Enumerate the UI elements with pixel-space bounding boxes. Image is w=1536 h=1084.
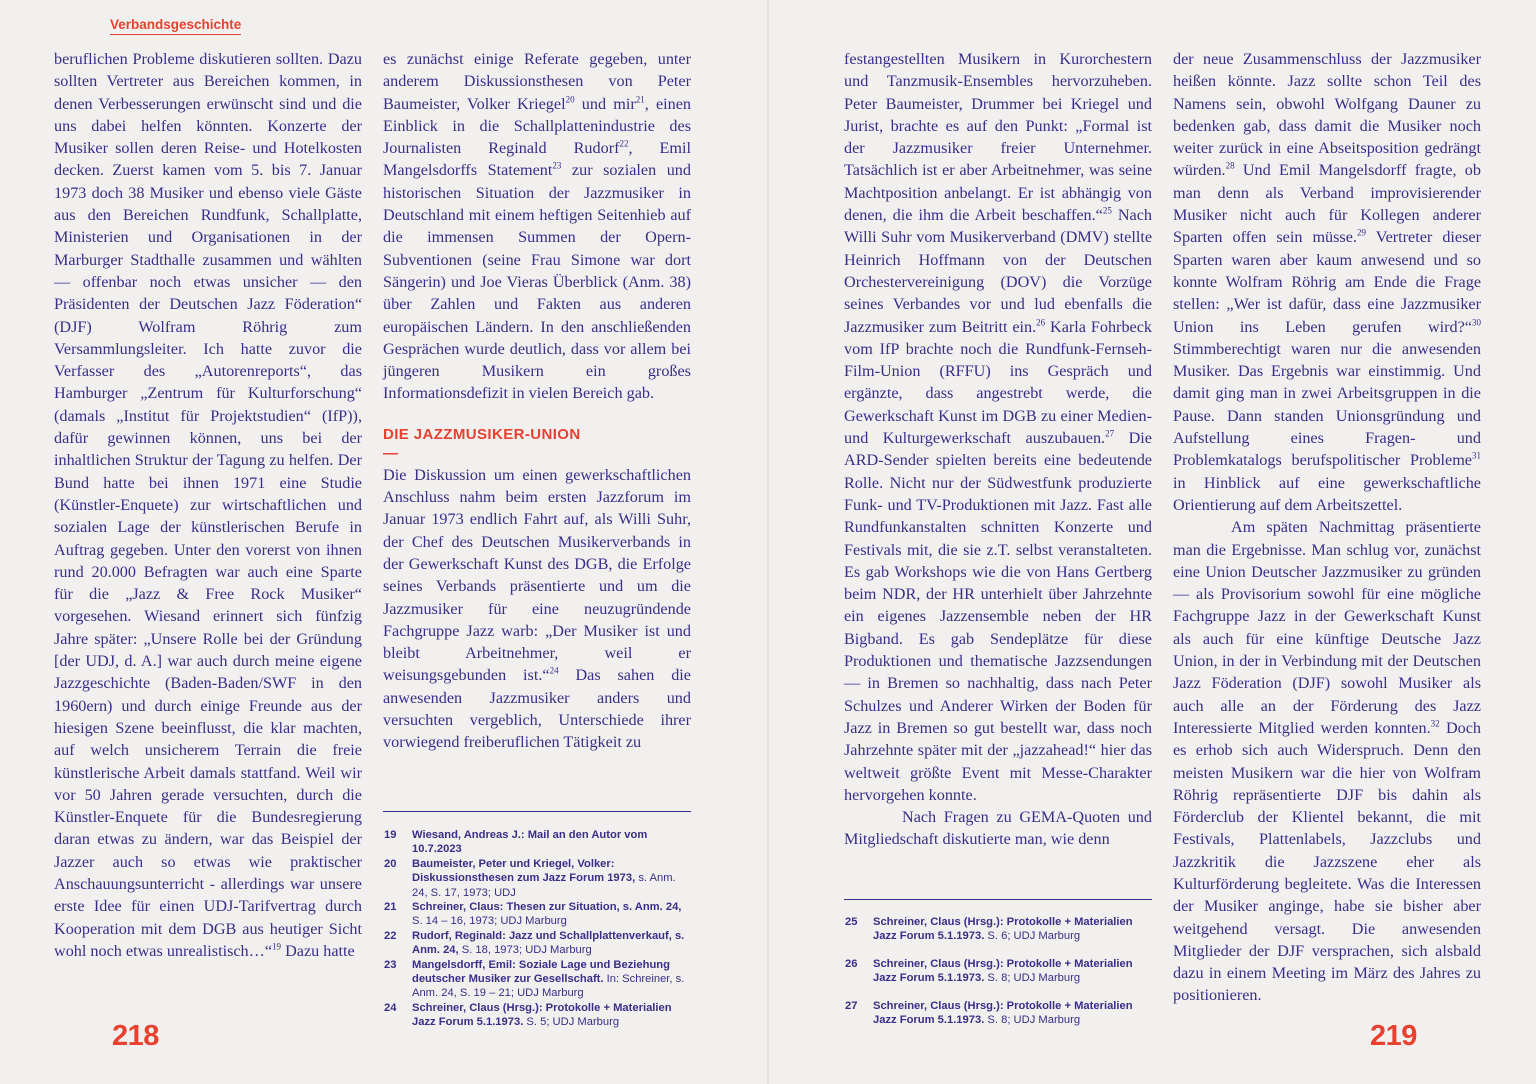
body-text: Stimmberechtigt waren nur die anwesenden Musiker. Das Ergebnis war einstimmig. Und damit ging man in zwei Arbeitsgruppen in die Pause. Dann standen Unionsgründung und Aufstellung eines Fragen- und Problemkatalogs berufspolitischer Probleme <box>1173 339 1481 470</box>
footnote-rule <box>383 811 691 812</box>
body-text: Nach Fragen zu GEMA-Quoten und Mitgliedschaft diskutierte man, wie denn <box>844 808 1152 849</box>
footnote-detail: S. 18, 1973; UDJ Marburg <box>461 944 592 957</box>
body-text: Dazu hatte <box>281 941 355 960</box>
body-text: Nach Willi Suhr vom Musikerverband (DMV) stellte Heinrich Hoffmann von der Deutschen Orchestervereinigung (DOV) die Vorzüge seines Verbandes vor und lud ebenfalls die Jazzmusiker zum Beitritt ein. <box>844 206 1152 336</box>
footnote-ref: 31 <box>1472 450 1481 461</box>
footnote-ref: 19 <box>272 941 282 952</box>
subheading-dash: — <box>383 444 398 462</box>
footnote-detail: S. 14 – 16, 1973; UDJ Marburg <box>412 915 567 928</box>
body-text: und mir <box>574 94 636 113</box>
text-column-4 <box>1173 48 1481 1007</box>
footnote-number: 27 <box>845 999 858 1012</box>
footnote-ref: 21 <box>635 94 645 105</box>
footnote-ref: 28 <box>1225 161 1235 172</box>
footnote-citation: Wiesand, Andreas J.: Mail an den Autor vom 10.7.2023 <box>412 829 648 856</box>
paragraph <box>383 48 691 405</box>
footnote-text <box>412 857 690 900</box>
footnote-ref: 32 <box>1430 718 1440 729</box>
footnote-ref: 27 <box>1105 428 1115 439</box>
footnote-item <box>384 958 690 1001</box>
footnote-ref: 20 <box>565 94 575 105</box>
body-text: Die ARD-Sender spielten bereits eine bedeutende Rolle. Nicht nur der Südwestfunk produzierte Funk- und TV-Produktionen mit Jazz. Fast alle Rundfunkanstalten schnitten Konzerte und Festivals mit, die sie z.T. selbst veranstalteten. Es gab Workshops wie die von Hans Gertberg beim NDR, der HR unterhielt über Jahrzehnte ein eigenes Jazzensemble neben der HR Bigband. Es gab Sendeplätze für diese Produktionen und thematische Jazzsendungen — in Bremen so nachhaltig, dass nach Peter Schulzes und Anderer Wirken der Boden für Jazz in Bremen so gut bestellt war, dass noch Jahrzehnte später mit der „jazzahead!“ hier das weltweit größte Event mit Messe-Charakter hervorgehen konnte. <box>844 429 1152 804</box>
footnote-number: 22 <box>384 929 397 942</box>
footnote-ref: 26 <box>1036 317 1046 328</box>
footnote-text <box>412 900 690 929</box>
body-text: Die Diskussion um einen gewerkschaftlichen Anschluss nahm beim ersten Jazzforum im Januar 1973 endlich Fahrt auf, als Willi Suhr, der Chef des Deutschen Musikerverbands in der Gewerkschaft Kunst des DGB, die Erfolge seines Verbands präsentierte und um die Jazzmusiker für eine neuzugründende Fachgruppe Jazz warb: „Der Musiker ist und bleibt Arbeitnehmer, weil er weisungsgebunden ist.“ <box>383 465 691 685</box>
body-text: Doch es erhob sich auch Widerspruch. Denn den meisten Musikern war die hier von Wolfram Röhrig repräsentierte DJF bis dahin als Förderclub der Klientel bekannt, die mit Festivals, Plattenlabels, Jazzclubs und Jazzkritik die Jazzszene eher als Kulturförderung begleitete. Was die Interessen der Musiker anginge, habe sie bisher aber weitgehend versagt. Die anwesenden Mitglieder der DJF versprachen, sich alsbald dazu in einem Meeting im März des Jahres zu positionieren. <box>1173 718 1481 1005</box>
footnote-detail: s. Anm. 24, S. 17, 1973; UDJ <box>412 872 676 899</box>
footnote-number: 21 <box>384 901 397 914</box>
page-number-right: 219 <box>1370 1020 1417 1052</box>
body-text: , einen Einblick in die Schallplattenindustrie des Journalisten Reginald Rudorf <box>383 94 691 158</box>
spread-gutter <box>767 0 769 1084</box>
body-text: zur sozialen und historischen Situation der Jazzmusiker in Deutschland mit einem heftigen Seitenhieb auf die immensen Summen der Opern-Subventionen (seine Frau Simone war dort Sängerin) und Joe Vieras Überblick (Anm. 38) über Zahlen und Fakten aus anderen europäischen Ländern. In den anschließenden Gesprächen wurde deutlich, dass vor allem bei jüngeren Musikern ein großes Informationsdefizit in vielen Bereich gab. <box>383 161 691 403</box>
paragraph <box>54 48 362 962</box>
footnote-ref: 29 <box>1356 227 1366 238</box>
footnote-ref: 23 <box>552 161 562 172</box>
footnote-text <box>412 958 690 1001</box>
footnote-ref: 30 <box>1472 317 1481 328</box>
body-text: der neue Zusammenschluss der Jazzmusiker heißen könnte. Jazz sollte schon Teil des Namens sein, obwohl Wolfgang Dauner zu bedenken gab, dass damit die Musiker noch weiter zurück in eine Abseitsposition gedrängt würden. <box>1173 50 1481 180</box>
text-column-1 <box>54 48 362 962</box>
page-number-left: 218 <box>112 1020 159 1052</box>
footnote-rule <box>844 899 1152 900</box>
footnote-number: 20 <box>384 857 397 870</box>
footnote-ref: 25 <box>1102 205 1112 216</box>
footnote-citation: Schreiner, Claus (Hrsg.): Protokolle + Materialien Jazz Forum 5.1.1973. <box>412 1001 672 1029</box>
footnote-item <box>384 1001 690 1030</box>
body-text: beruflichen Probleme diskutieren sollten. Dazu sollten Vertreter aus Bereichen kommen, in denen Verbesserungen erwünscht sind und die uns dabei helfen könnten. Konzerte der Musiker sollen deren Reise- und Hotelkosten decken. Zuerst kamen vom 5. bis 7. Januar 1973 doch 38 Musiker und ebenso viele Gäste aus den Bereichen Rundfunk, Schallplatte, Ministerien und Organisationen in der Marburger Stadthalle zusammen und wählten — offenbar noch etwas unsicher — den Präsidenten der Deutschen Jazz Föderation“ (DJF) Wolfram Röhrig zum Versammlungsleiter. Ich hatte zuvor die Verfasser des „Autorenreports“, das Hamburger „Zentrum für Kulturforschung“ (damals „Institut für Projektstudien“ (IfP)), dafür gewinnen können, uns bei der inhaltlichen Struktur der Tagung zu helfen. Der Bund hatte bei ihnen 1971 eine Studie (Künstler-Enquete) zur wirtschaftlichen und sozialen Lage der künstlerischen Berufe in Auftrag gegeben. Unter den vorerst von ihnen rund 20.000 Befragten war auch eine Sparte für die „Jazz & Free Rock Musiker“ vorgesehen. Wiesand erinnert sich fünfzig Jahre später: „Unsere Rolle bei der Gründung [der UDJ, d. A.] war auch durch meine eigene Jazzgeschichte (Baden-Baden/SWF in den 1960ern) und durch einige Freunde aus der hiesigen Szene beeinflusst, die klar machten, auf welch unsicherem Terrain die freie künstlerische Arbeit damals stattfand. Weil wir vor 50 Jahren gerade versuchten, durch die Künstler-Enquete für die Bundesregierung daran etwas zu ändern, war das Beispiel der Jazzer auch so etwas wie praktischer Anschauungsunterricht - allerdings war unsere erste Idee für einen UDJ-Tarifvertrag durch Kooperation mit dem DGB aus heutiger Sicht wohl noch etwas unrealistisch…“ <box>54 50 362 960</box>
paragraph <box>383 464 691 754</box>
footnote-ref: 24 <box>549 666 559 677</box>
footnote-item <box>384 900 690 929</box>
body-text: Am späten Nachmittag präsentierte man die Ergebnisse. Man schlug vor, zunächst eine Union Deutscher Jazzmusiker zu gründen — als Provisorium sowohl für eine mögliche Fachgruppe Jazz in der Gewerkschaft Kunst als auch für eine künftige Deutsche Jazz Union, in der in Verbindung mit der Deutschen Jazz Föderation (DJF) sowohl Musiker als auch alle an der Förderung des Jazz Interessierte Mitglied werden konnten. <box>1173 518 1481 737</box>
text-column-2 <box>383 48 691 754</box>
footnote-number: 25 <box>845 916 858 928</box>
footnote-number: 26 <box>845 957 858 970</box>
footnote-ref: 22 <box>619 138 629 149</box>
paragraph <box>1173 48 1481 516</box>
footnote-number: 23 <box>384 958 397 971</box>
paragraph <box>844 48 1152 806</box>
footnote-citation: Mangelsdorff, Emil: Soziale Lage und Beziehung deutscher Musiker zur Gesellschaft. <box>412 958 670 986</box>
footnote-detail: S. 8; UDJ Marburg <box>987 1014 1081 1027</box>
footnote-citation: Baumeister, Peter und Kriegel, Volker: Diskussionsthesen zum Jazz Forum 1973, <box>412 857 636 885</box>
footnote-detail: S. 6; UDJ Marburg <box>987 930 1081 943</box>
footnote-detail: S. 5; UDJ Marburg <box>526 1016 620 1029</box>
section-subheading: DIE JAZZMUSIKER-UNION <box>383 425 581 443</box>
body-text: Das sahen die anwesenden Jazzmusiker anders und versuchten vergeblich, Unterschiede ihrer vorwiegend freiberuflichen Tätigkeit zu <box>383 666 691 752</box>
footnote-text <box>412 828 690 857</box>
body-text: Vertreter dieser Sparten waren aber kaum anwesend und so konnte Wolfram Röhrig am Ende die Frage stellen: „Wer ist dafür, dass eine Jazzmusiker Union ins Leben gerufen wird?“ <box>1173 228 1481 336</box>
footnote-text <box>412 929 690 958</box>
footnote-item <box>845 957 1151 986</box>
section-header: Verbandsgeschichte <box>110 17 241 35</box>
footnote-number: 19 <box>384 829 397 841</box>
footnote-citation: Rudorf, Reginald: Jazz und Schallplattenverkauf, s. Anm. 24, <box>412 929 685 957</box>
body-text: , Emil Mangelsdorffs Statement <box>383 139 691 180</box>
body-text: festangestellten Musikern in Kurorchestern und Tanzmusik-Ensembles hervorzuheben. Peter Baumeister, Drummer bei Kriegel und Jurist, brachte es auf den Punkt: „Formal ist der Jazzmusiker freier Unternehmer. Tatsächlich ist er aber Arbeitnehmer, was seine Machtposition anbelangt. Er ist abhängig von denen, die ihm die Arbeit beschaffen.“ <box>844 50 1152 225</box>
footnote-citation: Schreiner, Claus (Hrsg.): Protokolle + Materialien Jazz Forum 5.1.1973. <box>873 916 1133 943</box>
body-text: Und Emil Mangelsdorff fragte, ob man denn als Verband improvisierender Musiker nicht auch für Kollegen anderer Sparten offen sein müsse. <box>1173 161 1481 247</box>
footnote-text <box>873 957 1151 986</box>
footnote-item <box>845 999 1151 1028</box>
text-column-3 <box>844 48 1152 851</box>
footnotes-right <box>845 915 1151 1040</box>
footnote-item <box>384 857 690 900</box>
body-text: es zunächst einige Referate gegeben, unter anderem Diskussionsthesen von Peter Baumeister, Volker Kriegel <box>383 50 691 113</box>
footnote-item <box>845 915 1151 944</box>
footnote-citation: Schreiner, Claus: Thesen zur Situation, s. Anm. 24, <box>412 901 682 914</box>
footnote-text <box>873 999 1151 1028</box>
footnote-detail: S. 8; UDJ Marburg <box>987 972 1081 985</box>
footnote-item <box>384 929 690 958</box>
footnote-citation: Schreiner, Claus (Hrsg.): Protokolle + Materialien Jazz Forum 5.1.1973. <box>873 999 1133 1027</box>
body-text: Karla Fohrbeck vom IfP brachte noch die Rundfunk-Fernseh-Film-Union (RFFU) ins Gespräch und ergänzte, dass angestrebt werde, die Gewerkschaft Kunst im DGB zu einer Medien- und Kulturgewerkschaft auszubauen. <box>844 317 1152 448</box>
footnote-citation: Schreiner, Claus (Hrsg.): Protokolle + Materialien Jazz Forum 5.1.1973. <box>873 957 1133 985</box>
footnotes-left <box>384 828 690 1030</box>
footnote-detail: In: Schreiner, s. Anm. 24, S. 19 – 21; UDJ Marburg <box>412 973 685 1000</box>
paragraph <box>844 806 1152 851</box>
footnote-item <box>384 828 690 857</box>
footnote-text <box>412 1001 690 1030</box>
footnote-text <box>873 915 1151 944</box>
paragraph <box>1173 516 1481 1007</box>
body-text: in Hinblick auf eine gewerkschaftliche Orientierung auf dem Arbeitszettel. <box>1173 473 1481 514</box>
footnote-number: 24 <box>384 1001 397 1014</box>
